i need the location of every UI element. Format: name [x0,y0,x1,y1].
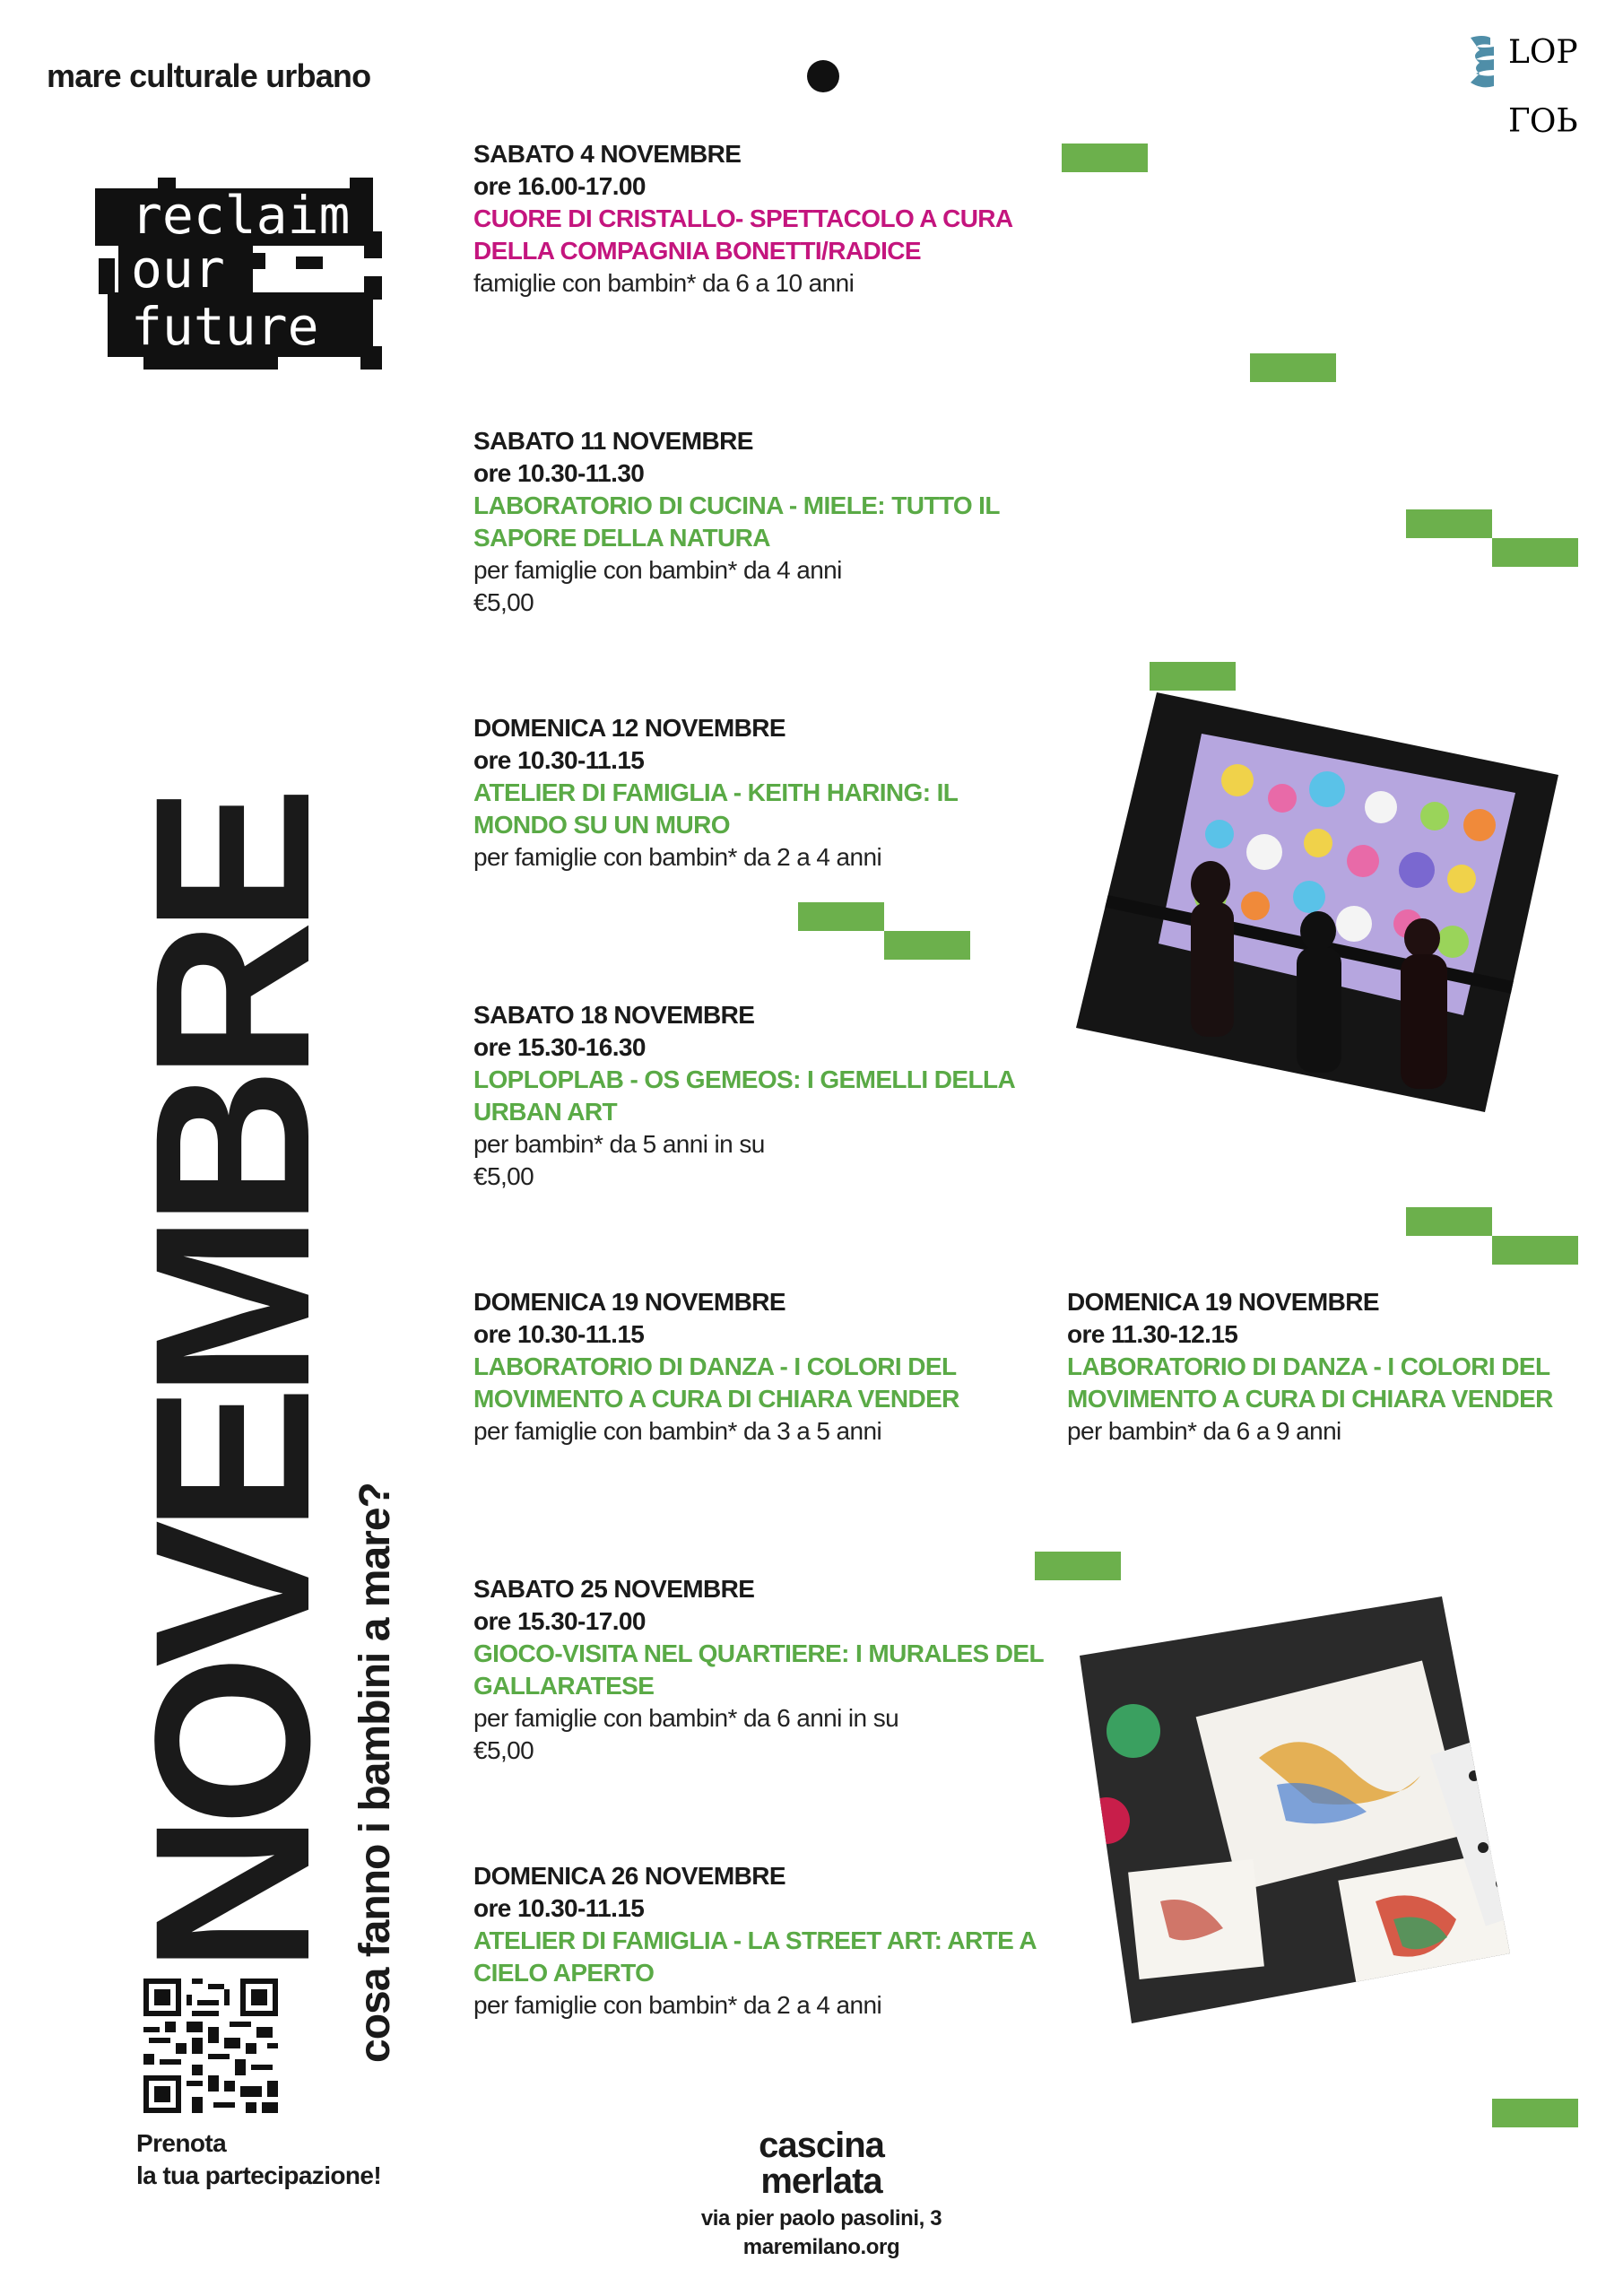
event-time: ore 10.30-11.15 [473,1320,645,1348]
event-audience: per bambin* da 6 a 9 anni [1067,1417,1341,1445]
event-title: LOPLOPLAB - OS GEMEOS: I GEMELLI DELLA URBAN ART [473,1065,1015,1126]
brand-name: mare culturale urbano [47,57,371,94]
event-date: DOMENICA 12 NOVEMBRE [473,714,785,742]
venue-name-line-1: cascina [759,2126,884,2165]
green-bar-decoration [1492,1236,1578,1265]
event-price: €5,00 [473,1736,534,1764]
event-date: DOMENICA 26 NOVEMBRE [473,1862,785,1890]
event-date: SABATO 18 NOVEMBRE [473,1001,755,1029]
qr-code[interactable] [143,1979,278,2113]
black-dot-decoration [807,60,839,92]
page-title: NOVEMBRE [109,798,356,1973]
event-audience: per famiglie con bambin* da 4 anni [473,556,842,584]
green-bar-decoration [1035,1552,1121,1580]
event-date: DOMENICA 19 NOVEMBRE [473,1288,785,1316]
booking-line-1: Prenota [136,2129,227,2157]
event-1 [473,138,1047,300]
event-date: SABATO 25 NOVEMBRE [473,1575,755,1603]
venue-name-line-2: merlata [760,2161,882,2201]
event-7 [473,1573,1047,1767]
event-time: ore 15.30-16.30 [473,1033,646,1061]
event-title: LABORATORIO DI DANZA - I COLORI DEL MOVIMENTO A CURA DI CHIARA VENDER [1067,1352,1553,1413]
green-bar-decoration [884,931,970,960]
green-bar-decoration [1406,509,1492,538]
venue-info [642,2127,1001,2262]
reclaim-logo-line2: our [131,239,225,300]
event-3 [473,712,1047,874]
event-6 [1067,1286,1587,1448]
event-audience: per famiglie con bambin* da 3 a 5 anni [473,1417,882,1445]
photo-projection-kids [1076,682,1560,1121]
event-audience: per bambin* da 5 anni in su [473,1130,765,1158]
event-title: ATELIER DI FAMIGLIA - LA STREET ART: ARTE A CIELO APERTO [473,1926,1036,1987]
event-audience: per famiglie con bambin* da 2 a 4 anni [473,1991,882,2019]
venue-address: via pier paolo pasolini, 3 [700,2206,942,2231]
photo-painting-workshop [1080,1596,1546,2027]
event-title: LABORATORIO DI DANZA - I COLORI DEL MOVIMENTO A CURA DI CHIARA VENDER [473,1352,959,1413]
vertical-subtitle-container [344,1435,407,2063]
green-bar-decoration [1406,1207,1492,1236]
event-price: €5,00 [473,588,534,616]
page-subtitle: cosa fanno i bambini a mare? [352,1483,399,2063]
reclaim-our-future-logo [95,178,386,375]
reclaim-logo-line1: reclaim [131,185,351,246]
event-audience: per famiglie con bambin* da 6 anni in su [473,1704,899,1732]
event-time: ore 15.30-17.00 [473,1607,646,1635]
event-time: ore 10.30-11.30 [473,459,645,487]
event-5 [473,1286,1047,1448]
event-4 [473,999,1047,1193]
event-date: SABATO 4 NOVEMBRE [473,140,742,168]
event-2 [473,425,1047,619]
event-title: GIOCO-VISITA NEL QUARTIERE: I MURALES DEL GALLARATESE [473,1639,1044,1700]
green-bar-decoration [1492,538,1578,567]
event-time: ore 10.30-11.15 [473,746,645,774]
venue-website-link[interactable]: maremilano.org [742,2235,900,2259]
event-title: ATELIER DI FAMIGLIA - KEITH HARING: IL MONDO SU UN MURO [473,778,958,839]
loplop-logo [1463,30,1607,136]
loplop-logo-top-text: LOP [1508,34,1578,71]
vertical-title-container [109,466,356,1973]
event-time: ore 11.30-12.15 [1067,1320,1238,1348]
booking-line-2: la tua partecipazione! [136,2161,382,2189]
green-bar-decoration [1492,2099,1578,2127]
event-time: ore 10.30-11.15 [473,1894,645,1922]
green-bar-decoration [798,902,884,931]
event-price: €5,00 [473,1162,534,1190]
event-title: CUORE DI CRISTALLO- SPETTACOLO A CURA DELLA COMPAGNIA BONETTI/RADICE [473,204,1012,265]
loplop-logo-bottom-text: LOP [1508,100,1578,136]
event-audience: famiglie con bambin* da 6 a 10 anni [473,269,855,297]
event-8 [473,1860,1047,2022]
green-bar-decoration [1250,353,1336,382]
event-time: ore 16.00-17.00 [473,172,646,200]
booking-call-to-action [136,2127,381,2192]
reclaim-logo-line3: future [131,296,319,357]
event-date: SABATO 11 NOVEMBRE [473,427,753,455]
event-audience: per famiglie con bambin* da 2 a 4 anni [473,843,882,871]
event-title: LABORATORIO DI CUCINA - MIELE: TUTTO IL SAPORE DELLA NATURA [473,491,1000,552]
green-bar-decoration [1062,144,1148,172]
event-date: DOMENICA 19 NOVEMBRE [1067,1288,1379,1316]
